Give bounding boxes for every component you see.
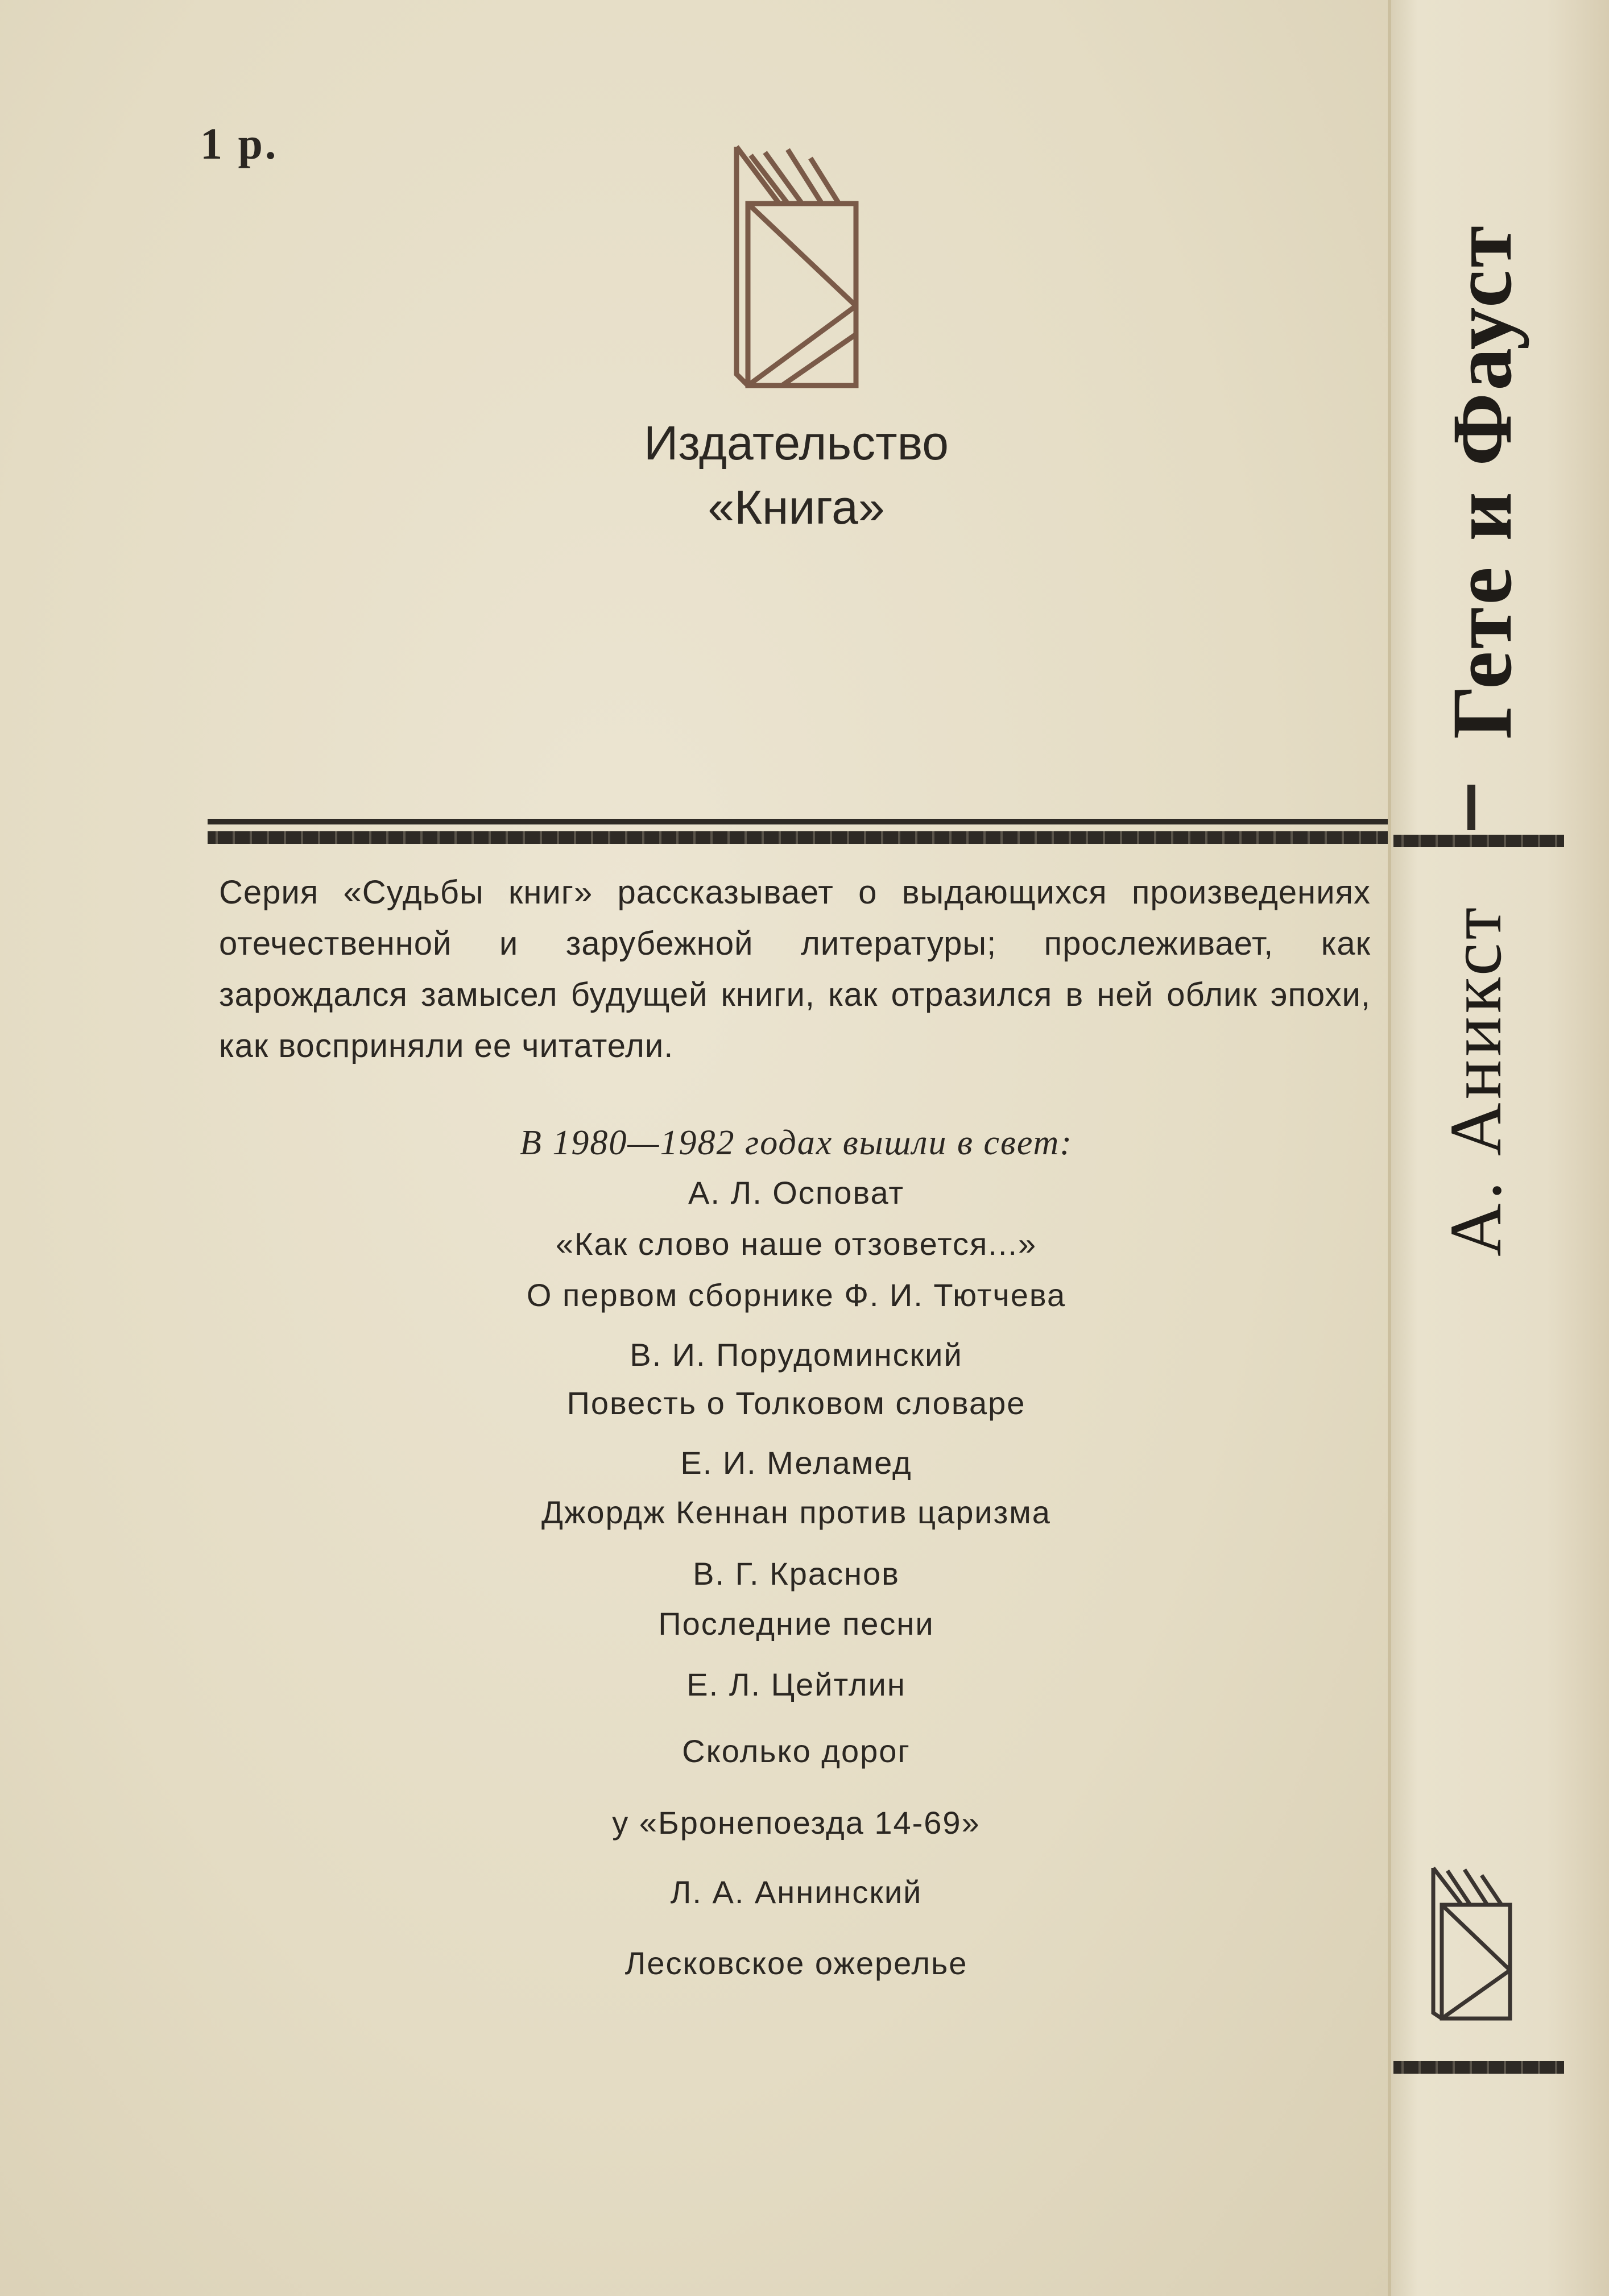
published-line: Повесть о Толковом словаре <box>566 1385 1026 1421</box>
published-line: О первом сборнике Ф. И. Тютчева <box>526 1277 1066 1313</box>
publisher-name-line2: «Книга» <box>708 480 885 534</box>
published-line: «Как слово наше отзовется...» <box>555 1226 1037 1262</box>
published-line: В. И. Порудоминский <box>630 1337 963 1373</box>
published-line: Лесковское ожерелье <box>624 1945 968 1981</box>
divider-band <box>208 831 1388 844</box>
spine-band-bottom <box>1393 2061 1564 2074</box>
spine-band-top <box>1393 835 1564 847</box>
published-line: Сколько дорог <box>682 1733 911 1769</box>
divider-rule <box>208 819 1388 824</box>
spine-title: Гете и Фауст <box>1435 223 1529 739</box>
published-heading: В 1980—1982 годах вышли в свет: <box>520 1124 1073 1162</box>
published-line: Последние песни <box>658 1606 934 1642</box>
book-letter-k-logo-icon <box>702 135 884 391</box>
book-letter-k-logo-icon <box>1413 1859 1527 2024</box>
publisher-name-line1: Издательство <box>643 416 949 470</box>
spine-author: А. Аникст <box>1435 904 1517 1257</box>
published-line: В. Г. Краснов <box>693 1556 900 1592</box>
published-line: Джордж Кеннан против царизма <box>541 1494 1051 1530</box>
published-line: А. Л. Осповат <box>688 1175 905 1211</box>
spine-divider <box>1467 785 1475 830</box>
price-label: 1 р. <box>200 119 279 168</box>
published-line: Л. А. Аннинский <box>670 1874 923 1910</box>
published-line: Е. И. Меламед <box>680 1445 912 1481</box>
published-line: Е. Л. Цейтлин <box>686 1667 906 1702</box>
series-description: Серия «Судьбы книг» рассказывает о выдающихся произведениях отечественной и зарубежной литературы; прослеживает, как зарождался замысел будущей книги, как отразился в ней облик эпохи, как восприняли ее читатели. <box>219 874 1371 1064</box>
published-line: у «Бронепоезда 14-69» <box>612 1805 981 1841</box>
